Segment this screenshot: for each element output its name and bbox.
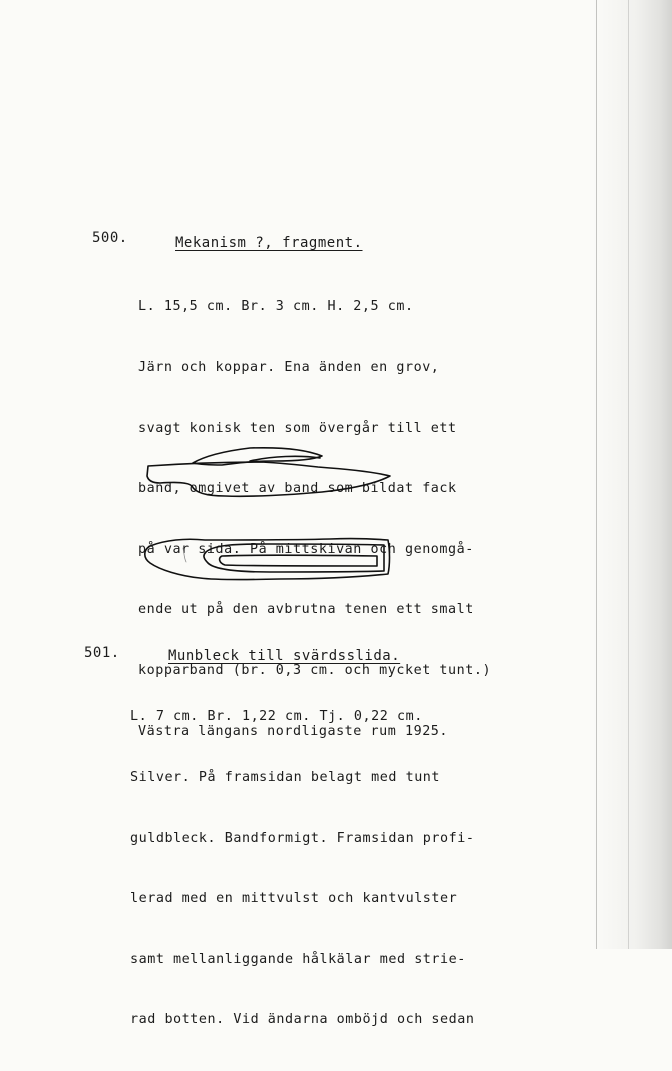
sketch-top-view	[145, 539, 390, 580]
description-line: ende ut på den avbrutna tenen ett smalt	[138, 602, 474, 618]
description-line: kopparband (br. 0,3 cm. och mycket tunt.)	[138, 663, 492, 679]
description-line: på var sida. På mittskivan och genomgå-	[138, 541, 474, 557]
description-line: band, omgivet av band som bildat fack	[138, 481, 457, 497]
entry-number: 500.	[92, 230, 128, 246]
description-line: Silver. På framsidan belagt med tunt	[130, 770, 441, 786]
entry-title: Munbleck till svärdsslida.	[168, 648, 401, 664]
description-line: guldbleck. Bandformigt. Framsidan profi-	[130, 830, 475, 846]
description-line: rad botten. Vid ändarna omböjd och sedan	[130, 1012, 475, 1028]
description-line: L. 15,5 cm. Br. 3 cm. H. 2,5 cm.	[138, 299, 414, 315]
description-line: samt mellanliggande hålkälar med strie-	[130, 951, 466, 967]
description-line: L. 7 cm. Br. 1,22 cm. Tj. 0,22 cm.	[130, 709, 423, 725]
sketch-side-view	[147, 448, 390, 497]
description-line: Järn och koppar. Ena änden en grov,	[138, 360, 440, 376]
description-line: svagt konisk ten som övergår till ett	[138, 420, 457, 436]
entry-number: 501.	[84, 645, 120, 661]
entry-description	[130, 667, 474, 1071]
description-line: Västra längans nordligaste rum 1925.	[138, 723, 449, 739]
description-line: lerad med en mittvulst och kantvulster	[130, 891, 458, 907]
entry-title: Mekanism ?, fragment.	[175, 235, 363, 251]
